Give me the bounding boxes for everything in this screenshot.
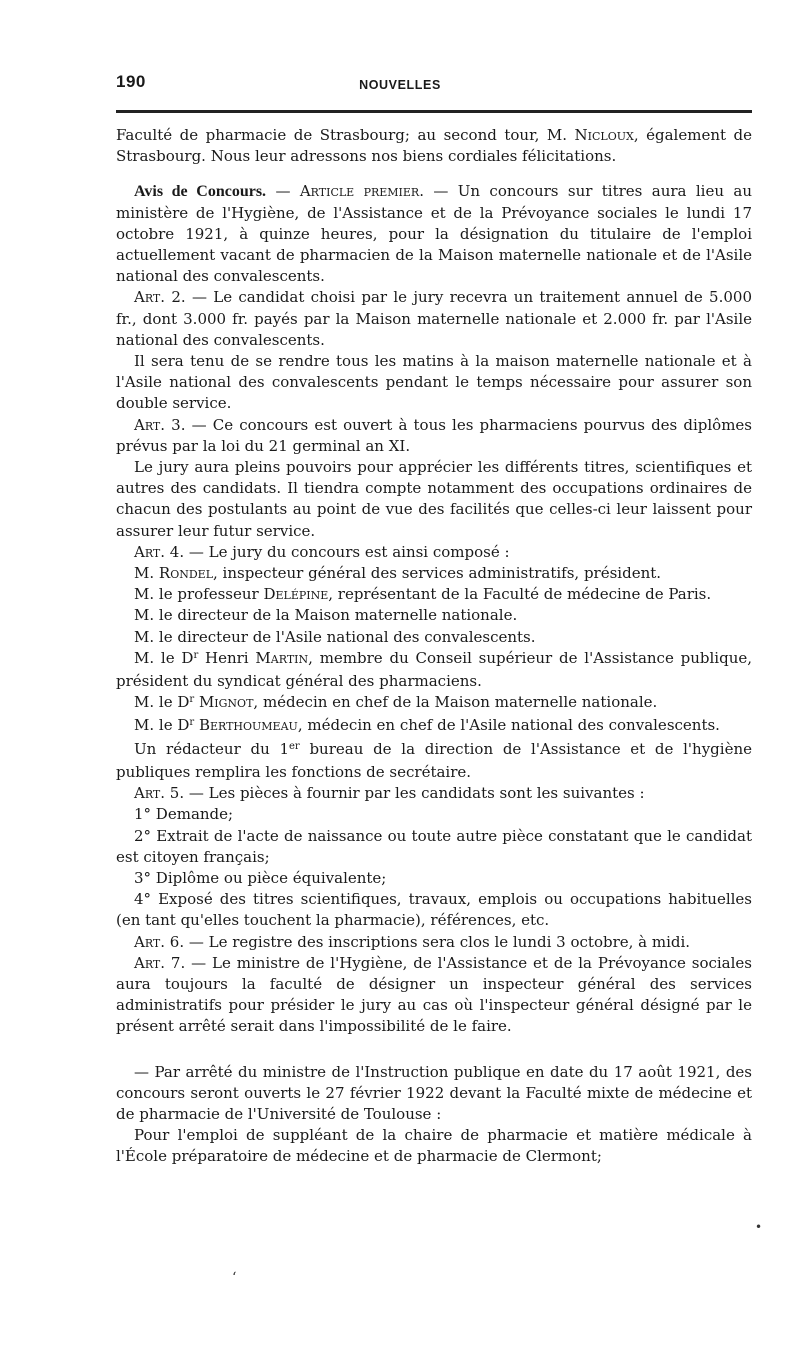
list-item: 3° Diplôme ou pièce équivalente; [134,868,387,887]
header-rule [116,110,752,113]
jury-member-7: M. le D$^r$ Berthoumeau, médecin en chef de l'Asile national des convalescents. [134,716,720,735]
list-item: 2° Extrait de l'acte de naissance ou toute autre pièce constatant que le candidat est citoyen français; [116,826,752,866]
paragraph-art6: Art. 6. — Le registre des inscriptions sera clos le lundi 3 octobre, à midi. [134,932,691,951]
jury-member-1: M. Rondel, inspecteur général des services administratifs, président. [134,564,662,583]
jury-member-2: M. le professeur Delépine, représentant de la Faculté de médecine de Paris. [134,585,712,604]
print-speck: • [755,1220,763,1234]
paragraph-emploi: Pour l'emploi de suppléant de la chaire de pharmacie et matière médicale à l'École préparatoire de médecine et de pharmacie de Clermont; [116,1126,752,1166]
paragraph-tenu: Il sera tenu de se rendre tous les matins à la maison maternelle nationale et à l'Asile national des convalescents pendant le temps nécessaire pour assurer son double service. [116,352,752,413]
paragraph-art2: Art. 2. — Le candidat choisi par le jury recevra un traitement annuel de 5.000 fr., dont 3.000 fr. payés par la Maison maternelle nationale et 2.000 fr. par l'Asile national des convalescents. [116,288,752,349]
paragraph-art4: Art. 4. — Le jury du concours est ainsi composé : [134,542,510,561]
running-head: NOUVELLES [359,78,441,92]
jury-member-4: M. le directeur de l'Asile national des convalescents. [134,627,536,646]
paragraph-art3: Art. 3. — Ce concours est ouvert à tous les pharmaciens pourvus des diplômes prévus par la loi du 21 germinal an XI. [116,415,752,455]
person-name: Berthoumeau [198,716,298,735]
section-heading: Avis de Concours. [134,183,267,201]
paragraph-arrete: — Par arrêté du ministre de l'Instruction publique en date du 17 août 1921, des concours seront ouverts le 27 février 1922 devant la Faculté mixte de médecine et de pharmacie de l'Université de Toulouse : [116,1062,752,1123]
page-number: 190 [116,72,146,91]
jury-member-5: M. le D$^r$ Henri Martin, membre du Conseil supérieur de l'Assistance publique, président du syndicat général des pharmaciens. [116,648,752,691]
person-name: Nicloux [574,126,634,144]
article-label: Art. 6. [134,932,185,951]
jury-member-3: M. le directeur de la Maison maternelle nationale. [134,606,518,625]
person-name: Delépine [263,585,329,604]
paragraph-avis: Avis de Concours. — Article premier. — Un concours sur titres aura lieu au ministère de l'Hygiène, de l'Assistance et de la Prévoyance sociales le lundi 17 octobre 1921, à quinze heures, pour la désignation du titulaire de l'emploi actuellement vacant de pharmacien de la Maison maternelle nationale et de l'Asile national des convalescents. [116,182,752,286]
article-label: Art. 4. [134,542,185,561]
list-item: 1° Demande; [134,805,234,824]
list-item: 4° Exposé des titres scientifiques, travaux, emplois ou occupations habituelles (en tant qu'elles touchent la pharmacie), références, etc. [116,890,752,930]
paragraph-art5: Art. 5. — Les pièces à fournir par les candidats sont les suivantes : [134,784,645,803]
paragraph-art7: Art. 7. — Le ministre de l'Hygiène, de l'Assistance et de la Prévoyance sociales aura toujours la faculté de désigner un inspecteur général des services administratifs pour présider le jury au cas où l'inspecteur général désigné par le présent arrêté serait dans l'impossibilité de le faire. [116,953,752,1036]
article-label: Art. 7. [134,953,186,972]
article-label: Art. 2. [134,288,186,307]
print-speck: ‘ [232,1270,237,1286]
person-name: Rondel [158,564,213,583]
article-label: Art. 5. [134,784,185,803]
paragraph-jury: Le jury aura pleins pouvoirs pour apprécier les différents titres, scientifiques et autres des candidats. Il tiendra compte notamment des occupations ordinaires de chacun des postulants au point de vue des facilités que celles-ci leur laissent pour assurer leur futur service. [116,458,752,540]
article-label: Article premier. [299,182,424,201]
paragraph-strasbourg: Faculté de pharmacie de Strasbourg; au second tour, M. Nicloux, également de Strasbourg. Nous leur adressons nos biens cordiales félicitations. [116,126,753,166]
person-name: Martin [255,648,309,667]
person-name: Mignot [198,693,254,712]
paragraph-redacteur: Un rédacteur du 1er bureau de la direction de l'Assistance et de l'hygiène publiques remplira les fonctions de secrétaire. [116,739,752,781]
jury-member-6: M. le D$^r$ Mignot, médecin en chef de la Maison maternelle nationale. [134,693,658,712]
body-text [116,125,752,1168]
article-label: Art. 3. [134,415,186,434]
